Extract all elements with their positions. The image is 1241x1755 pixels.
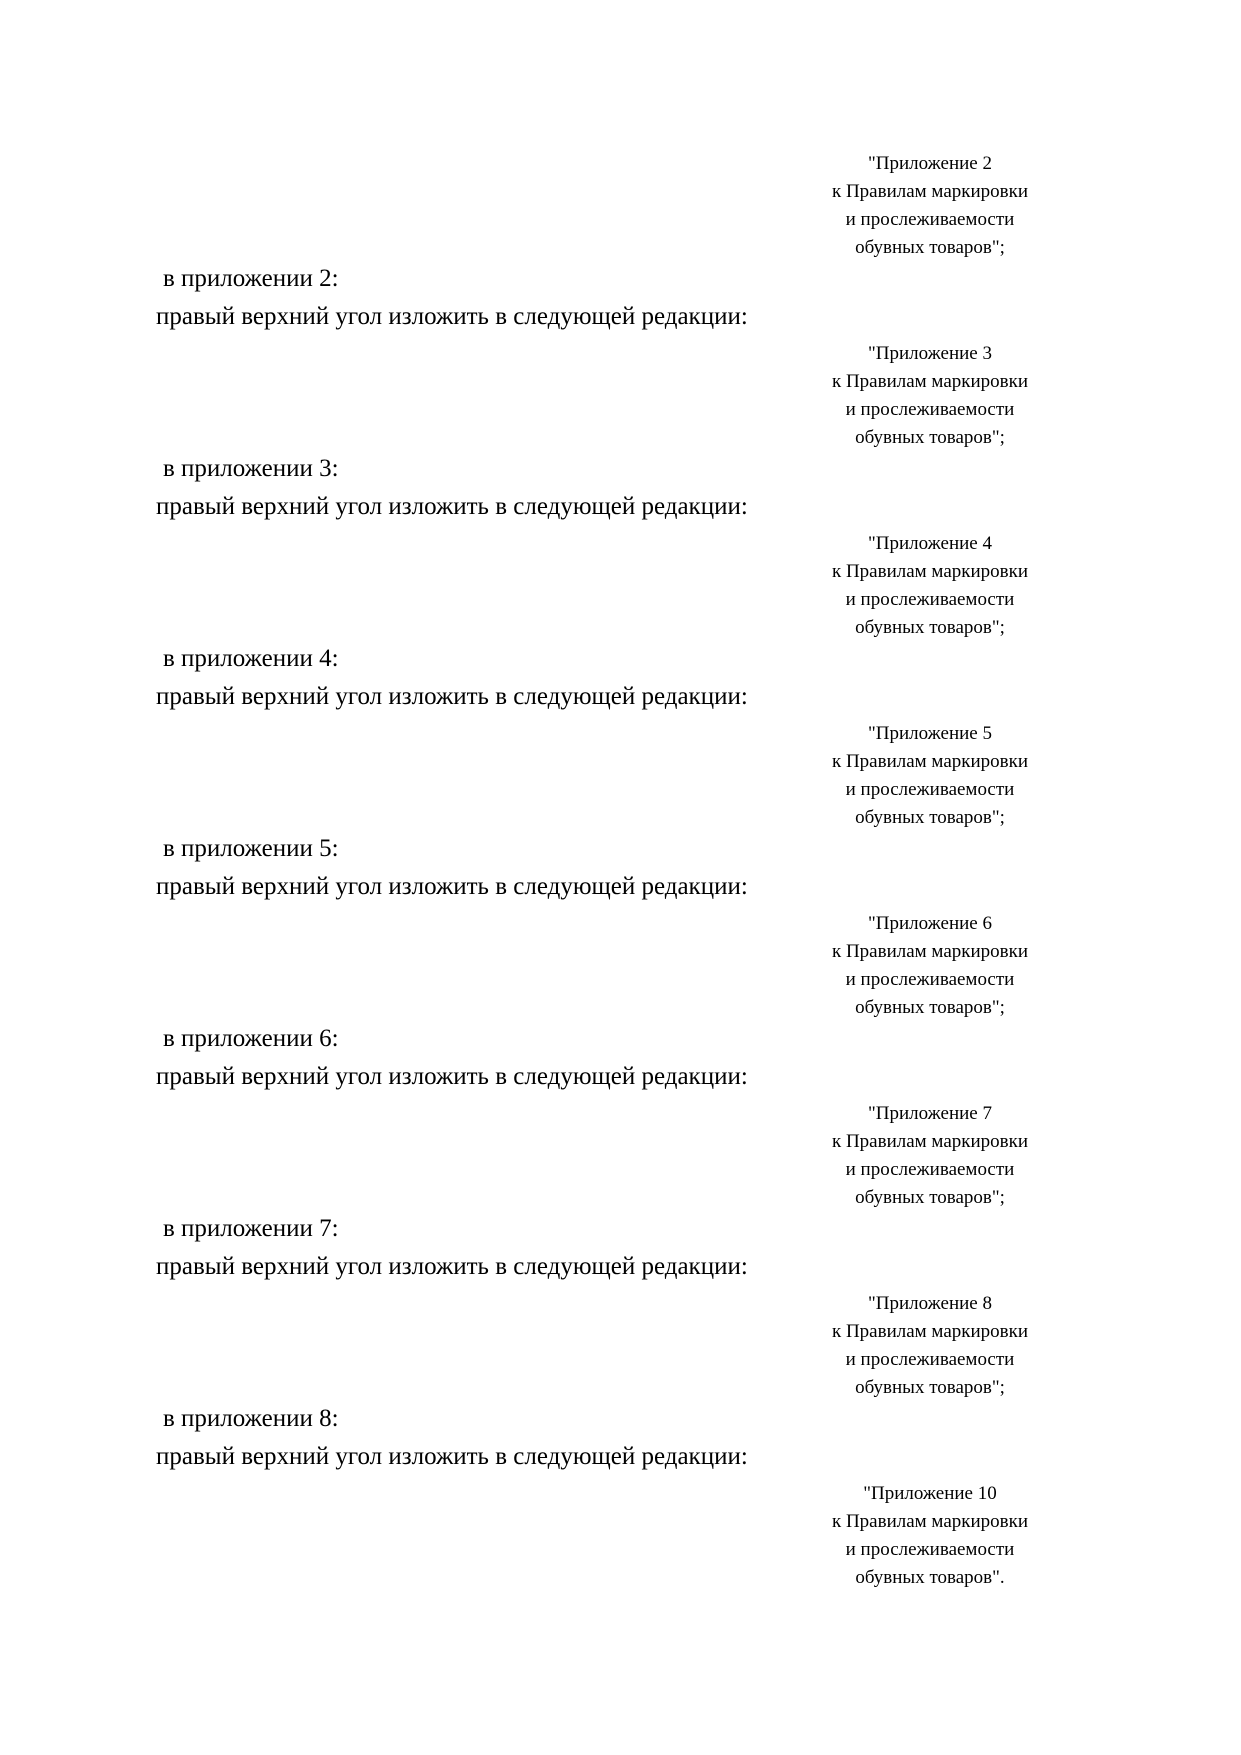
stamp-line: обувных товаров";: [855, 617, 1005, 638]
stamp-line: "Приложение 5: [868, 723, 992, 744]
appendix-heading: в приложении 3:: [163, 455, 339, 482]
stamp-line: обувных товаров";: [855, 807, 1005, 828]
stamp-line: обувных товаров";: [855, 427, 1005, 448]
appendix-heading: в приложении 5:: [163, 835, 339, 862]
amendment-instruction: правый верхний угол изложить в следующей редакции:: [156, 1063, 748, 1090]
stamp-line: к Правилам маркировки: [831, 371, 1029, 392]
appendix-heading: в приложении 7:: [163, 1215, 339, 1242]
stamp-line: "Приложение 3: [868, 343, 992, 364]
stamp-line: обувных товаров";: [855, 1187, 1005, 1208]
appendix-heading: в приложении 8:: [163, 1405, 339, 1432]
amendment-instruction: правый верхний угол изложить в следующей редакции:: [156, 1443, 748, 1470]
stamp-line: и прослеживаемости: [845, 1349, 1015, 1370]
amendment-instruction: правый верхний угол изложить в следующей редакции:: [156, 303, 748, 330]
stamp-line: и прослеживаемости: [845, 589, 1015, 610]
appendix-stamp: [800, 530, 1060, 642]
amendment-instruction: правый верхний угол изложить в следующей редакции:: [156, 1253, 748, 1280]
stamp-line: и прослеживаемости: [845, 1539, 1015, 1560]
appendix-stamp: [800, 1290, 1060, 1402]
appendix-stamp: [800, 150, 1060, 262]
stamp-line: к Правилам маркировки: [831, 1511, 1029, 1532]
appendix-stamp: [800, 340, 1060, 452]
stamp-line: к Правилам маркировки: [831, 1321, 1029, 1342]
stamp-line: "Приложение 6: [868, 913, 992, 934]
appendix-stamp: [800, 720, 1060, 832]
appendix-stamp: [800, 1480, 1060, 1592]
stamp-line: обувных товаров";: [855, 1377, 1005, 1398]
appendix-heading: в приложении 2:: [163, 265, 339, 292]
stamp-line: обувных товаров";: [855, 237, 1005, 258]
stamp-line: к Правилам маркировки: [831, 181, 1029, 202]
stamp-line: обувных товаров".: [855, 1567, 1005, 1588]
stamp-line: обувных товаров";: [855, 997, 1005, 1018]
stamp-line: "Приложение 7: [868, 1103, 992, 1124]
amendment-instruction: правый верхний угол изложить в следующей редакции:: [156, 873, 748, 900]
stamp-line: и прослеживаемости: [845, 209, 1015, 230]
stamp-line: "Приложение 2: [868, 153, 992, 174]
amendment-instruction: правый верхний угол изложить в следующей редакции:: [156, 683, 748, 710]
appendix-heading: в приложении 4:: [163, 645, 339, 672]
appendix-stamp: [800, 910, 1060, 1022]
stamp-line: и прослеживаемости: [845, 969, 1015, 990]
amendment-instruction: правый верхний угол изложить в следующей редакции:: [156, 493, 748, 520]
stamp-line: и прослеживаемости: [845, 1159, 1015, 1180]
stamp-line: "Приложение 8: [868, 1293, 992, 1314]
stamp-line: "Приложение 10: [863, 1483, 997, 1504]
stamp-line: к Правилам маркировки: [831, 1131, 1029, 1152]
stamp-line: к Правилам маркировки: [831, 751, 1029, 772]
stamp-line: и прослеживаемости: [845, 779, 1015, 800]
stamp-line: и прослеживаемости: [845, 399, 1015, 420]
appendix-heading: в приложении 6:: [163, 1025, 339, 1052]
stamp-line: к Правилам маркировки: [831, 941, 1029, 962]
appendix-stamp: [800, 1100, 1060, 1212]
stamp-line: "Приложение 4: [868, 533, 992, 554]
stamp-line: к Правилам маркировки: [831, 561, 1029, 582]
